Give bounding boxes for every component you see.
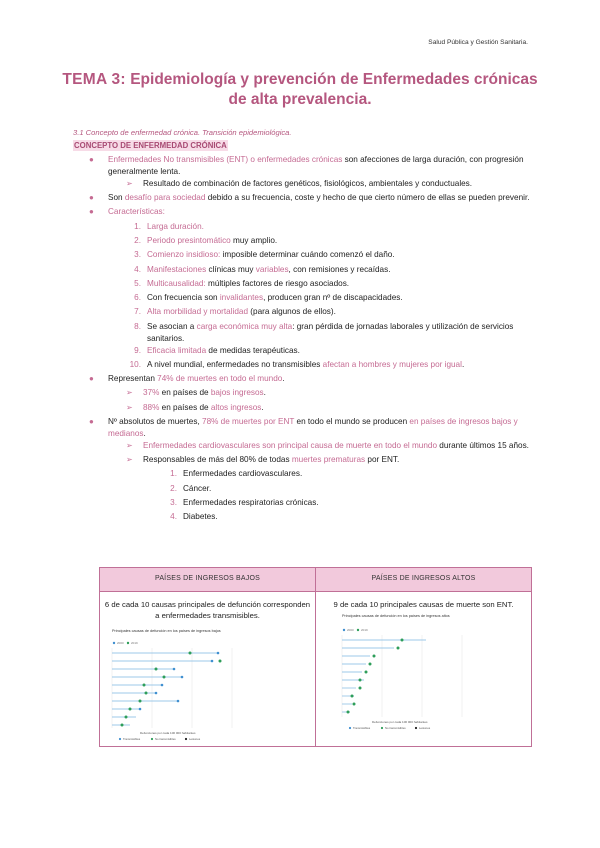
list-item: 9. Eficacia limitada de medidas terapéuticas.: [134, 345, 300, 355]
list-item: 4. Diabetes.: [170, 512, 218, 522]
sub-bullet-altos: ➢ 88% en países de altos ingresos.: [126, 402, 264, 412]
svg-text:Lesiones: Lesiones: [189, 736, 201, 741]
bullet-desafio: ● Son desafío para sociedad debido a su frecuencia, coste y hecho de que cierto número de ellas se pueden prevenir.: [89, 193, 530, 203]
list-item: 2. Periodo presintomático muy amplio.: [134, 235, 278, 245]
list-item: 3. Comienzo insidioso: imposible determinar cuándo comenzó el daño.: [134, 250, 395, 260]
svg-text:Transmisibles: Transmisibles: [123, 736, 141, 741]
content-body: [73, 154, 533, 526]
svg-text:No transmisibles: No transmisibles: [385, 725, 406, 730]
comparison-table: [99, 567, 532, 747]
bullet-ent: ● Enfermedades No transmisibles (ENT) o enfermedades crónicas son afecciones de larga duración, con progresión generalmente lenta.: [89, 155, 524, 176]
bullet-icon: ●: [89, 155, 94, 164]
arrow-icon: ➢: [126, 178, 133, 188]
list-item: 6. Con frecuencia son invalidantes, producen gran nº de discapacidades.: [134, 293, 403, 303]
low-income-chart-svg: [100, 624, 315, 742]
bullet-absolutos: ● Nº absolutos de muertes, 78% de muertes por ENT en todo el mundo se producen en países de ingresos bajos y medianos.: [89, 417, 518, 438]
svg-text:2019: 2019: [131, 640, 138, 645]
list-item: 8. Se asocian a carga económica muy alta: gran pérdida de jornadas laborales y utilización de servicios sanitarios.: [134, 321, 514, 343]
bullet-icon: ●: [89, 193, 94, 203]
chart-title: Principales causas de defunción en los países de ingresos altos: [342, 613, 450, 618]
low-income-chart: [100, 624, 315, 744]
sub-bullet-bajos: ➢ 37% en países de bajos ingresos.: [126, 388, 266, 398]
list-item: 10. A nivel mundial, enfermedades no transmisibles afectan a hombres y mujeres por igual.: [129, 359, 465, 369]
cell-low-income: [100, 592, 316, 747]
bullet-icon: ●: [89, 374, 94, 384]
high-income-chart: [316, 613, 531, 733]
low-income-text: 6 de cada 10 causas principales de defunción corresponden a enfermedades transmisibles.: [104, 600, 311, 620]
sub-bullet-factors: ➢ Resultado de combinación de factores genéticos, fisiológicos, ambientales y conductuales.: [126, 178, 473, 188]
header-high-income: PAÍSES DE INGRESOS ALTOS: [316, 568, 532, 592]
bullet-representan: ● Representan 74% de muertes en todo el mundo.: [89, 374, 285, 384]
list-item: 3. Enfermedades respiratorias crónicas.: [170, 497, 319, 507]
list-item: 7. Alta morbilidad y mortalidad (para algunos de ellos).: [134, 307, 336, 317]
axis-label: Defunciones por cada 100 000 habitantes: [140, 730, 196, 735]
header-low-income: PAÍSES DE INGRESOS BAJOS: [100, 568, 316, 592]
svg-text:2000: 2000: [347, 627, 354, 632]
list-item: 2. Cáncer.: [170, 483, 212, 493]
arrow-icon: ➢: [126, 455, 133, 465]
page-title: [60, 70, 540, 110]
section-subtitle: 3.1 Concepto de enfermedad crónica. Transición epidemiológica.: [73, 128, 292, 137]
arrow-icon: ➢: [126, 440, 133, 450]
sub-bullet-cardio: ➢ Enfermedades cardiovasculares son principal causa de muerte en todo el mundo durante últimos 15 años.: [126, 440, 529, 450]
svg-text:2019: 2019: [361, 627, 368, 632]
list-item: 1. Larga duración.: [134, 221, 204, 231]
axis-label: Defunciones por cada 100 000 habitantes: [372, 719, 428, 724]
bullet-icon: ●: [89, 207, 94, 217]
title-lead: TEMA 3:: [62, 71, 126, 88]
svg-text:No transmisibles: No transmisibles: [155, 736, 176, 741]
list-item: 5. Multicausalidad: múltiples factores de riesgo asociados.: [134, 278, 350, 288]
page-header: Salud Pública y Gestión Sanitaria.: [428, 39, 528, 46]
svg-text:Lesiones: Lesiones: [419, 725, 431, 730]
chart-title: Principales causas de defunción en los países de ingresos bajos: [112, 628, 221, 633]
sub-bullet-prematuras: ➢ Responsables de más del 80% de todas muertes prematuras por ENT.: [126, 455, 400, 465]
svg-text:2000: 2000: [117, 640, 124, 645]
arrow-icon: ➢: [126, 402, 133, 412]
list-item: 4. Manifestaciones clínicas muy variables, con remisiones y recaídas.: [134, 264, 391, 274]
arrow-icon: ➢: [126, 388, 133, 398]
bullet-icon: ●: [89, 417, 94, 427]
bullet-caracteristicas: ● Características:: [89, 207, 165, 217]
high-income-text: 9 de cada 10 principales causas de muerte son ENT.: [333, 600, 514, 609]
cell-high-income: [316, 592, 532, 747]
high-income-chart-svg: [316, 613, 531, 731]
list-item: 1. Enfermedades cardiovasculares.: [170, 469, 303, 479]
section-heading: CONCEPTO DE ENFERMEDAD CRÓNICA: [74, 141, 227, 150]
title-text: Epidemiología y prevención de Enfermedades crónicas de alta prevalencia.: [130, 71, 538, 109]
svg-text:Transmisibles: Transmisibles: [353, 725, 371, 730]
